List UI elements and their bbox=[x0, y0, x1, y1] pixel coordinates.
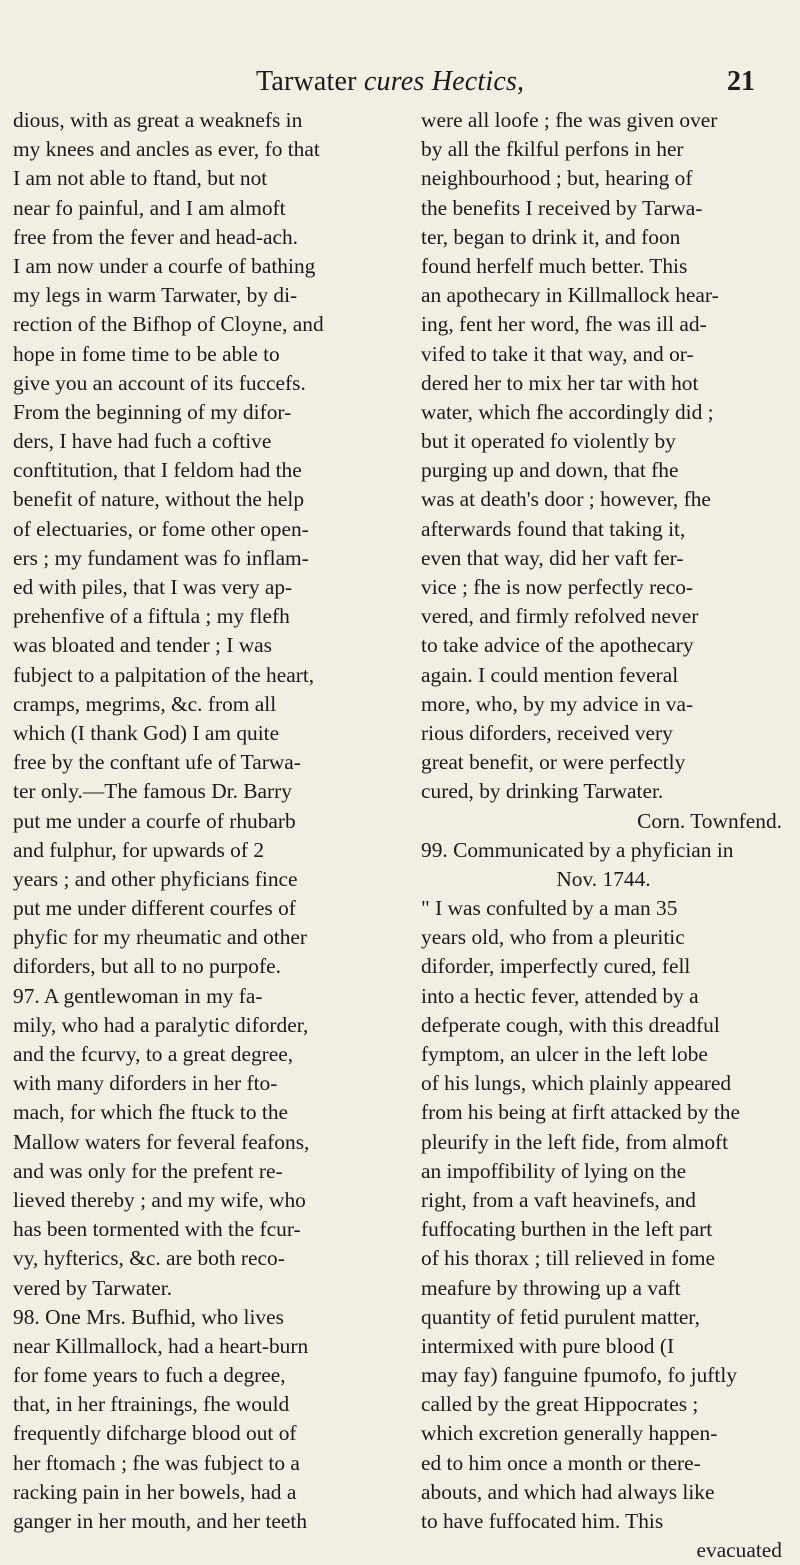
text-line: years ; and other phyficians fince bbox=[13, 866, 298, 891]
text-line: " I was confulted by a man 35 bbox=[421, 896, 678, 921]
text-line: vered, and firmly refolved never bbox=[421, 604, 699, 629]
text-line: 98. One Mrs. Bufhid, who lives bbox=[13, 1304, 284, 1329]
text-line: free by the conftant ufe of Tarwa- bbox=[13, 750, 301, 775]
text-line: by all the fkilful perfons in her bbox=[421, 137, 684, 162]
text-line: put me under different courfes of bbox=[13, 896, 296, 921]
text-line: lieved thereby ; and my wife, who bbox=[13, 1187, 306, 1212]
text-line: right, from a vaft heavinefs, and bbox=[421, 1187, 697, 1212]
text-line: to have fuffocated him. This bbox=[421, 1509, 664, 1533]
text-line: diforders, but all to no purpofe. bbox=[13, 954, 281, 979]
text-line: the benefits I received by Tarwa- bbox=[421, 195, 703, 220]
text-line: from his being at firft attacked by the bbox=[421, 1100, 740, 1125]
text-line: fymptom, an ulcer in the left lobe bbox=[421, 1042, 708, 1066]
text-line: an apothecary in Killmallock hear- bbox=[421, 283, 719, 308]
text-line: fuffocating burthen in the left part bbox=[421, 1217, 713, 1242]
text-line: of his lungs, which plainly appeared bbox=[421, 1071, 732, 1096]
text-line: rection of the Bifhop of Cloyne, and bbox=[13, 312, 324, 337]
text-line: ders, I have had fuch a coftive bbox=[13, 429, 272, 454]
text-line: ter, began to drink it, and foon bbox=[421, 224, 681, 249]
text-line: rious diforders, received very bbox=[421, 720, 673, 745]
text-line: her ftomach ; fhe was fubject to a bbox=[13, 1450, 300, 1475]
text-line: vy, hyfterics, &c. are both reco- bbox=[13, 1246, 285, 1271]
running-title-italic: cures Hectics, bbox=[363, 66, 525, 97]
text-line: even that way, did her vaft fer- bbox=[421, 545, 684, 570]
text-line: evacuated bbox=[696, 1538, 782, 1563]
text-line: ganger in her mouth, and her teeth bbox=[13, 1509, 308, 1533]
page-number: 21 bbox=[727, 66, 755, 97]
text-line: give you an account of its fuccefs. bbox=[13, 370, 306, 395]
text-line: fubject to a palpitation of the heart, bbox=[13, 662, 315, 687]
text-line: benefit of nature, without the help bbox=[13, 487, 305, 512]
text-line: cramps, megrims, &c. from all bbox=[13, 691, 277, 716]
text-line: pleurify in the left fide, from almoft bbox=[421, 1129, 729, 1154]
right-column bbox=[421, 106, 786, 1565]
text-line: cured, by drinking Tarwater. bbox=[421, 779, 664, 804]
text-line: near fo painful, and I am almoft bbox=[13, 195, 286, 220]
text-line: neighbourhood ; but, hearing of bbox=[421, 166, 693, 191]
text-line: of electuaries, or fome other open- bbox=[13, 516, 309, 541]
text-line: 97. A gentlewoman in my fa- bbox=[13, 983, 263, 1008]
text-line: abouts, and which had always like bbox=[421, 1479, 715, 1504]
text-line: hope in fome time to be able to bbox=[13, 341, 280, 366]
text-line: to take advice of the apothecary bbox=[421, 633, 694, 658]
text-line: an impoffibility of lying on the bbox=[421, 1158, 687, 1183]
text-line: and the fcurvy, to a great degree, bbox=[13, 1042, 294, 1066]
text-line: and fulphur, for upwards of 2 bbox=[13, 837, 265, 862]
text-line: quantity of fetid purulent matter, bbox=[421, 1304, 700, 1329]
text-line: was at death's door ; however, fhe bbox=[421, 487, 711, 512]
text-line: my knees and ancles as ever, fo that bbox=[13, 137, 320, 162]
text-line: again. I could mention feveral bbox=[421, 662, 679, 687]
text-line: Mallow waters for feveral feafons, bbox=[13, 1129, 310, 1154]
text-line: conftitution, that I feldom had the bbox=[13, 458, 302, 483]
text-line: dious, with as great a weaknefs in bbox=[13, 108, 303, 132]
text-line: I am not able to ftand, but not bbox=[13, 166, 268, 191]
text-line: vered by Tarwater. bbox=[13, 1275, 173, 1300]
text-line: afterwards found that taking it, bbox=[421, 516, 686, 541]
text-line: put me under a courfe of rhubarb bbox=[13, 808, 296, 833]
text-line: mach, for which fhe ftuck to the bbox=[13, 1100, 289, 1125]
running-title bbox=[256, 66, 524, 98]
text-line: I am now under a courfe of bathing bbox=[13, 253, 316, 278]
text-line: which (I thank God) I am quite bbox=[13, 720, 280, 745]
text-line: From the beginning of my difor- bbox=[13, 399, 292, 424]
text-line: of his thorax ; till relieved in fome bbox=[421, 1246, 716, 1271]
text-line: near Killmallock, had a heart-burn bbox=[13, 1333, 309, 1358]
text-line: dered her to mix her tar with hot bbox=[421, 370, 699, 395]
text-line: ed with piles, that I was very ap- bbox=[13, 575, 293, 599]
text-line: vice ; fhe is now perfectly reco- bbox=[421, 575, 694, 599]
text-line: ed to him once a month or there- bbox=[421, 1450, 701, 1475]
text-line: more, who, by my advice in va- bbox=[421, 691, 694, 716]
text-line: ter only.—The famous Dr. Barry bbox=[13, 779, 292, 804]
text-line: purging up and down, that fhe bbox=[421, 458, 679, 483]
text-line: great benefit, or were perfectly bbox=[421, 750, 686, 775]
text-line: was bloated and tender ; I was bbox=[13, 633, 272, 658]
text-line: ing, fent her word, fhe was ill ad- bbox=[421, 312, 707, 337]
text-line: free from the fever and head-ach. bbox=[13, 224, 299, 249]
text-line: prehenfive of a fiftula ; my flefh bbox=[13, 604, 290, 629]
text-line: 99. Communicated by a phyfician in bbox=[421, 837, 734, 862]
text-line: diforder, imperfectly cured, fell bbox=[421, 954, 691, 979]
text-line: meafure by throwing up a vaft bbox=[421, 1275, 681, 1300]
text-line: years old, who from a pleuritic bbox=[421, 925, 685, 950]
text-line: vifed to take it that way, and or- bbox=[421, 341, 694, 366]
text-line: racking pain in her bowels, had a bbox=[13, 1479, 297, 1504]
text-line: which excretion generally happen- bbox=[421, 1421, 718, 1446]
text-line: and was only for the prefent re- bbox=[13, 1158, 283, 1183]
text-line: into a hectic fever, attended by a bbox=[421, 983, 699, 1008]
text-line: that, in her ftrainings, fhe would bbox=[13, 1392, 290, 1417]
text-line: Corn. Townfend. bbox=[637, 808, 782, 833]
text-line: phyfic for my rheumatic and other bbox=[13, 925, 308, 950]
text-line: Nov. 1744. bbox=[556, 866, 651, 891]
text-line: with many diforders in her fto- bbox=[13, 1071, 278, 1096]
text-line: water, which fhe accordingly did ; bbox=[421, 399, 714, 424]
text-line: for fome years to fuch a degree, bbox=[13, 1363, 286, 1388]
text-line: mily, who had a paralytic diforder, bbox=[13, 1012, 309, 1037]
text-line: called by the great Hippocrates ; bbox=[421, 1392, 699, 1417]
text-line: intermixed with pure blood (I bbox=[421, 1333, 675, 1358]
text-line: ers ; my fundament was fo inflam- bbox=[13, 545, 309, 570]
text-line: found herfelf much better. This bbox=[421, 253, 688, 278]
text-line: defperate cough, with this dreadful bbox=[421, 1012, 720, 1037]
text-line: has been tormented with the fcur- bbox=[13, 1217, 301, 1242]
text-line: frequently difcharge blood out of bbox=[13, 1421, 297, 1446]
running-title-plain: Tarwater bbox=[256, 66, 364, 97]
text-line: may fay) fanguine fpumofo, fo juftly bbox=[421, 1363, 738, 1388]
text-line: my legs in warm Tarwater, by di- bbox=[13, 283, 298, 308]
left-column bbox=[13, 106, 378, 1536]
running-head bbox=[0, 66, 800, 106]
text-line: but it operated fo violently by bbox=[421, 429, 676, 454]
text-line: were all loofe ; fhe was given over bbox=[421, 108, 718, 132]
